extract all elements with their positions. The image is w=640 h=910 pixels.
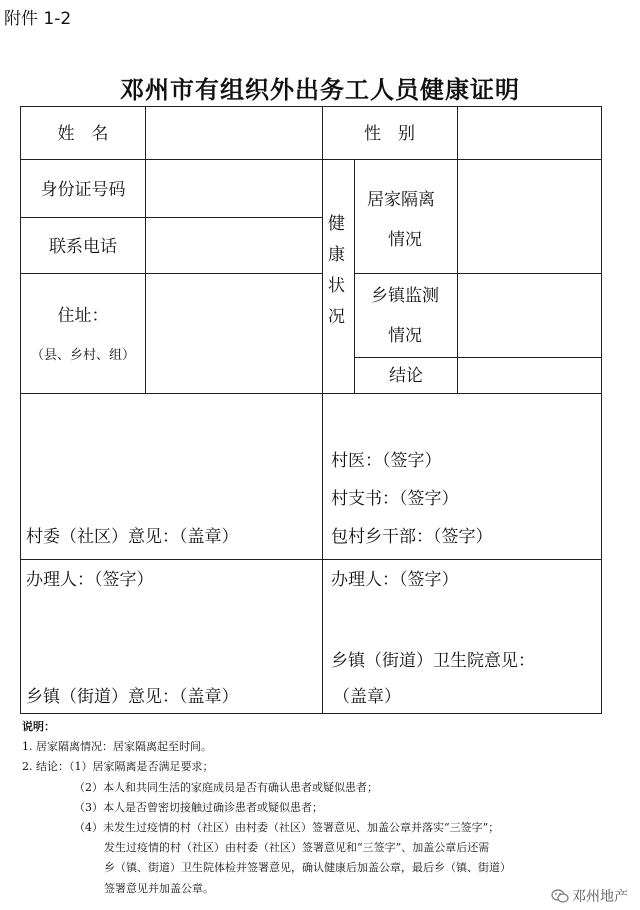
town-monitor-label-1: 乡镇监测 <box>371 286 439 306</box>
address-field[interactable] <box>148 276 318 390</box>
address-label: 住址： <box>57 306 109 326</box>
note-line: 签署意见并加盖公章。 <box>104 881 214 895</box>
town-opinion: 乡镇（街道）意见：（盖章） <box>26 687 239 707</box>
notes-heading: 说明： <box>22 720 55 733</box>
note-line: （3）本人是否曾密切接触过确诊患者或疑似患者； <box>74 800 323 814</box>
handler-signature-left: 办理人：（签字） <box>26 570 154 590</box>
village-committee-opinion: 村委（社区）意见：（盖章） <box>26 527 239 547</box>
conclusion-field[interactable] <box>461 360 597 390</box>
attachment-label: 附件 1-2 <box>4 9 72 29</box>
gender-field[interactable] <box>461 109 597 157</box>
address-hint: （县、乡村、组） <box>30 348 135 363</box>
health-center-opinion: 乡镇（街道）卫生院意见： <box>331 651 535 671</box>
wechat-icon <box>551 888 569 904</box>
form-title: 邓州市有组织外出务工人员健康证明 <box>120 75 520 104</box>
name-label: 姓 名 <box>57 124 109 144</box>
home-quarantine-field[interactable] <box>461 162 597 270</box>
conclusion-label: 结论 <box>389 366 423 386</box>
town-monitor-label-2: 情况 <box>388 326 422 346</box>
watermark <box>551 886 628 906</box>
note-line: 乡（镇、街道）卫生院体检并签署意见，确认健康后加盖公章，最后乡（镇、街道） <box>104 861 511 875</box>
phone-label: 联系电话 <box>49 237 117 257</box>
home-quarantine-label-1: 居家隔离 <box>367 190 435 210</box>
health-status-label: 健 康 状 况 <box>328 214 345 327</box>
id-number-label: 身份证号码 <box>40 180 126 200</box>
note-line: （2）本人和共同生活的家庭成员是否有确认患者或疑似患者； <box>74 780 378 794</box>
id-number-field[interactable] <box>148 162 318 214</box>
note-line: 2. 结论：（1）居家隔离是否满足要求； <box>22 760 214 774</box>
home-quarantine-label-2: 情况 <box>388 230 422 250</box>
village-doctor-signature: 村医：（签字） <box>331 451 442 471</box>
note-line: 1. 居家隔离情况：居家隔离起至时间。 <box>22 740 212 754</box>
gender-label: 性 别 <box>364 124 415 144</box>
health-center-stamp: （盖章） <box>333 687 401 707</box>
note-line: 发生过疫情的村（社区）由村委（社区）签署意见和“三签字”、加盖公章后还需 <box>104 841 490 855</box>
watermark-text: 邓州地产 <box>572 889 628 905</box>
note-line: （4）未发生过疫情的村（社区）由村委（社区）签署意见、加盖公章并落实“三签字”； <box>74 821 500 835</box>
health-certificate-form <box>20 106 602 714</box>
village-cadre-signature: 包村乡干部：（签字） <box>331 527 493 547</box>
village-secretary-signature: 村支书：（签字） <box>331 489 459 509</box>
name-field[interactable] <box>148 109 318 157</box>
handler-signature-right: 办理人：（签字） <box>331 570 459 590</box>
notes-section <box>22 717 511 899</box>
town-monitor-field[interactable] <box>461 276 597 354</box>
phone-field[interactable] <box>148 220 318 270</box>
